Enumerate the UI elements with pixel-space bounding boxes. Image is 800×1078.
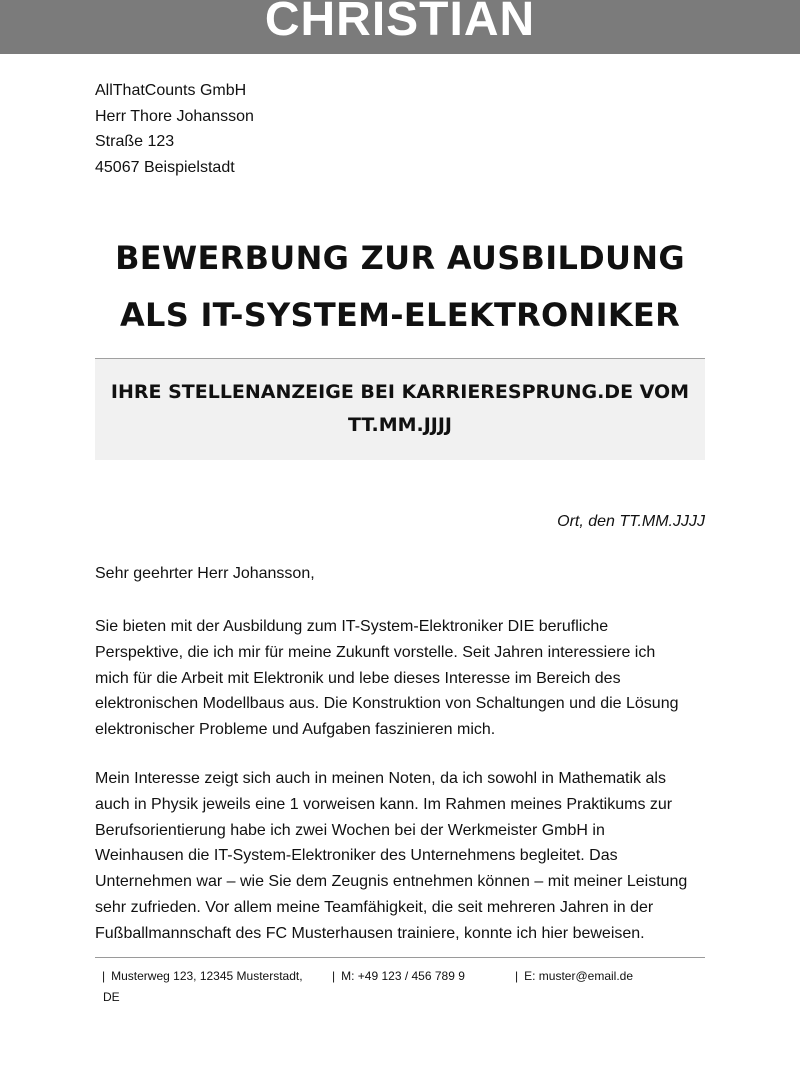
- recipient-address: [95, 78, 254, 180]
- separator: |: [515, 969, 519, 983]
- footer-phone: [332, 966, 465, 986]
- footer-divider: [95, 957, 705, 958]
- text-line: Perspektive, die ich mir für meine Zukunft vorstelle. Seit Jahren interessiere ich: [95, 643, 656, 661]
- body-paragraph-1: [95, 614, 720, 743]
- letter-title: [95, 230, 705, 344]
- separator: |: [332, 969, 336, 983]
- text-line: elektronischer Probleme und Aufgaben faszinieren mich.: [95, 721, 496, 739]
- text-line: Berufsorientierung habe ich zwei Wochen bei der Werkmeister GmbH in: [95, 821, 605, 839]
- footer-email-text: E: muster@email.de: [524, 969, 634, 983]
- text-line: auch in Physik jeweils eine 1 vorweisen kann. Im Rahmen meines Praktikums zur: [95, 795, 673, 813]
- subject-box: [95, 358, 705, 460]
- title-line: ALS IT-SYSTEM-ELEKTRONIKER: [119, 296, 681, 334]
- text-line: Fußballmannschaft des FC Musterhausen trainiere, konnte ich hier beweisen.: [95, 924, 645, 942]
- recipient-street: Straße 123: [95, 133, 175, 150]
- subject-line-text: TT.MM.JJJJ: [348, 414, 452, 436]
- text-line: Sie bieten mit der Ausbildung zum IT-System-Elektroniker DIE berufliche: [95, 618, 609, 635]
- text-line: elektronischen Modellbaus aus. Die Konstruktion von Schaltungen und die Lösung: [95, 695, 679, 713]
- text-line: mich für die Arbeit mit Elektronik und lebe dieses Interesse im Bereich des: [95, 669, 621, 687]
- footer-phone-text: M: +49 123 / 456 789 9: [341, 969, 465, 983]
- recipient-city: 45067 Beispielstadt: [95, 158, 235, 176]
- salutation: Sehr geehrter Herr Johansson,: [95, 565, 315, 582]
- title-line: BEWERBUNG ZUR AUSBILDUNG: [115, 239, 685, 277]
- text-line: Weinhausen die IT-System-Elektroniker des Unternehmens begleitet. Das: [95, 847, 618, 865]
- footer-country: DE: [103, 990, 120, 1004]
- subject-line: [95, 376, 705, 442]
- subject-line-text: IHRE STELLENANZEIGE BEI KARRIERESPRUNG.DE VOM: [110, 381, 690, 403]
- footer-address-text: Musterweg 123, 12345 Musterstadt,: [111, 969, 303, 983]
- text-line: Mein Interesse zeigt sich auch in meinen Noten, da ich sowohl in Mathematik als: [95, 770, 666, 787]
- header-band: [0, 0, 800, 54]
- body-paragraph-2: [95, 766, 720, 947]
- applicant-name: CHRISTIAN: [264, 0, 536, 46]
- footer-address: [102, 966, 303, 986]
- text-line: Unternehmen war – wie Sie dem Zeugnis entnehmen können – mit meiner Leistung: [95, 873, 688, 891]
- text-line: sehr zufrieden. Vor allem meine Teamfähigkeit, die seit mehreren Jahren in der: [95, 898, 654, 916]
- recipient-person: Herr Thore Johansson: [95, 107, 254, 125]
- place-date: Ort, den TT.MM.JJJJ: [557, 513, 705, 530]
- recipient-company: AllThatCounts GmbH: [95, 82, 247, 99]
- footer-email: [515, 966, 633, 986]
- separator: |: [102, 969, 106, 983]
